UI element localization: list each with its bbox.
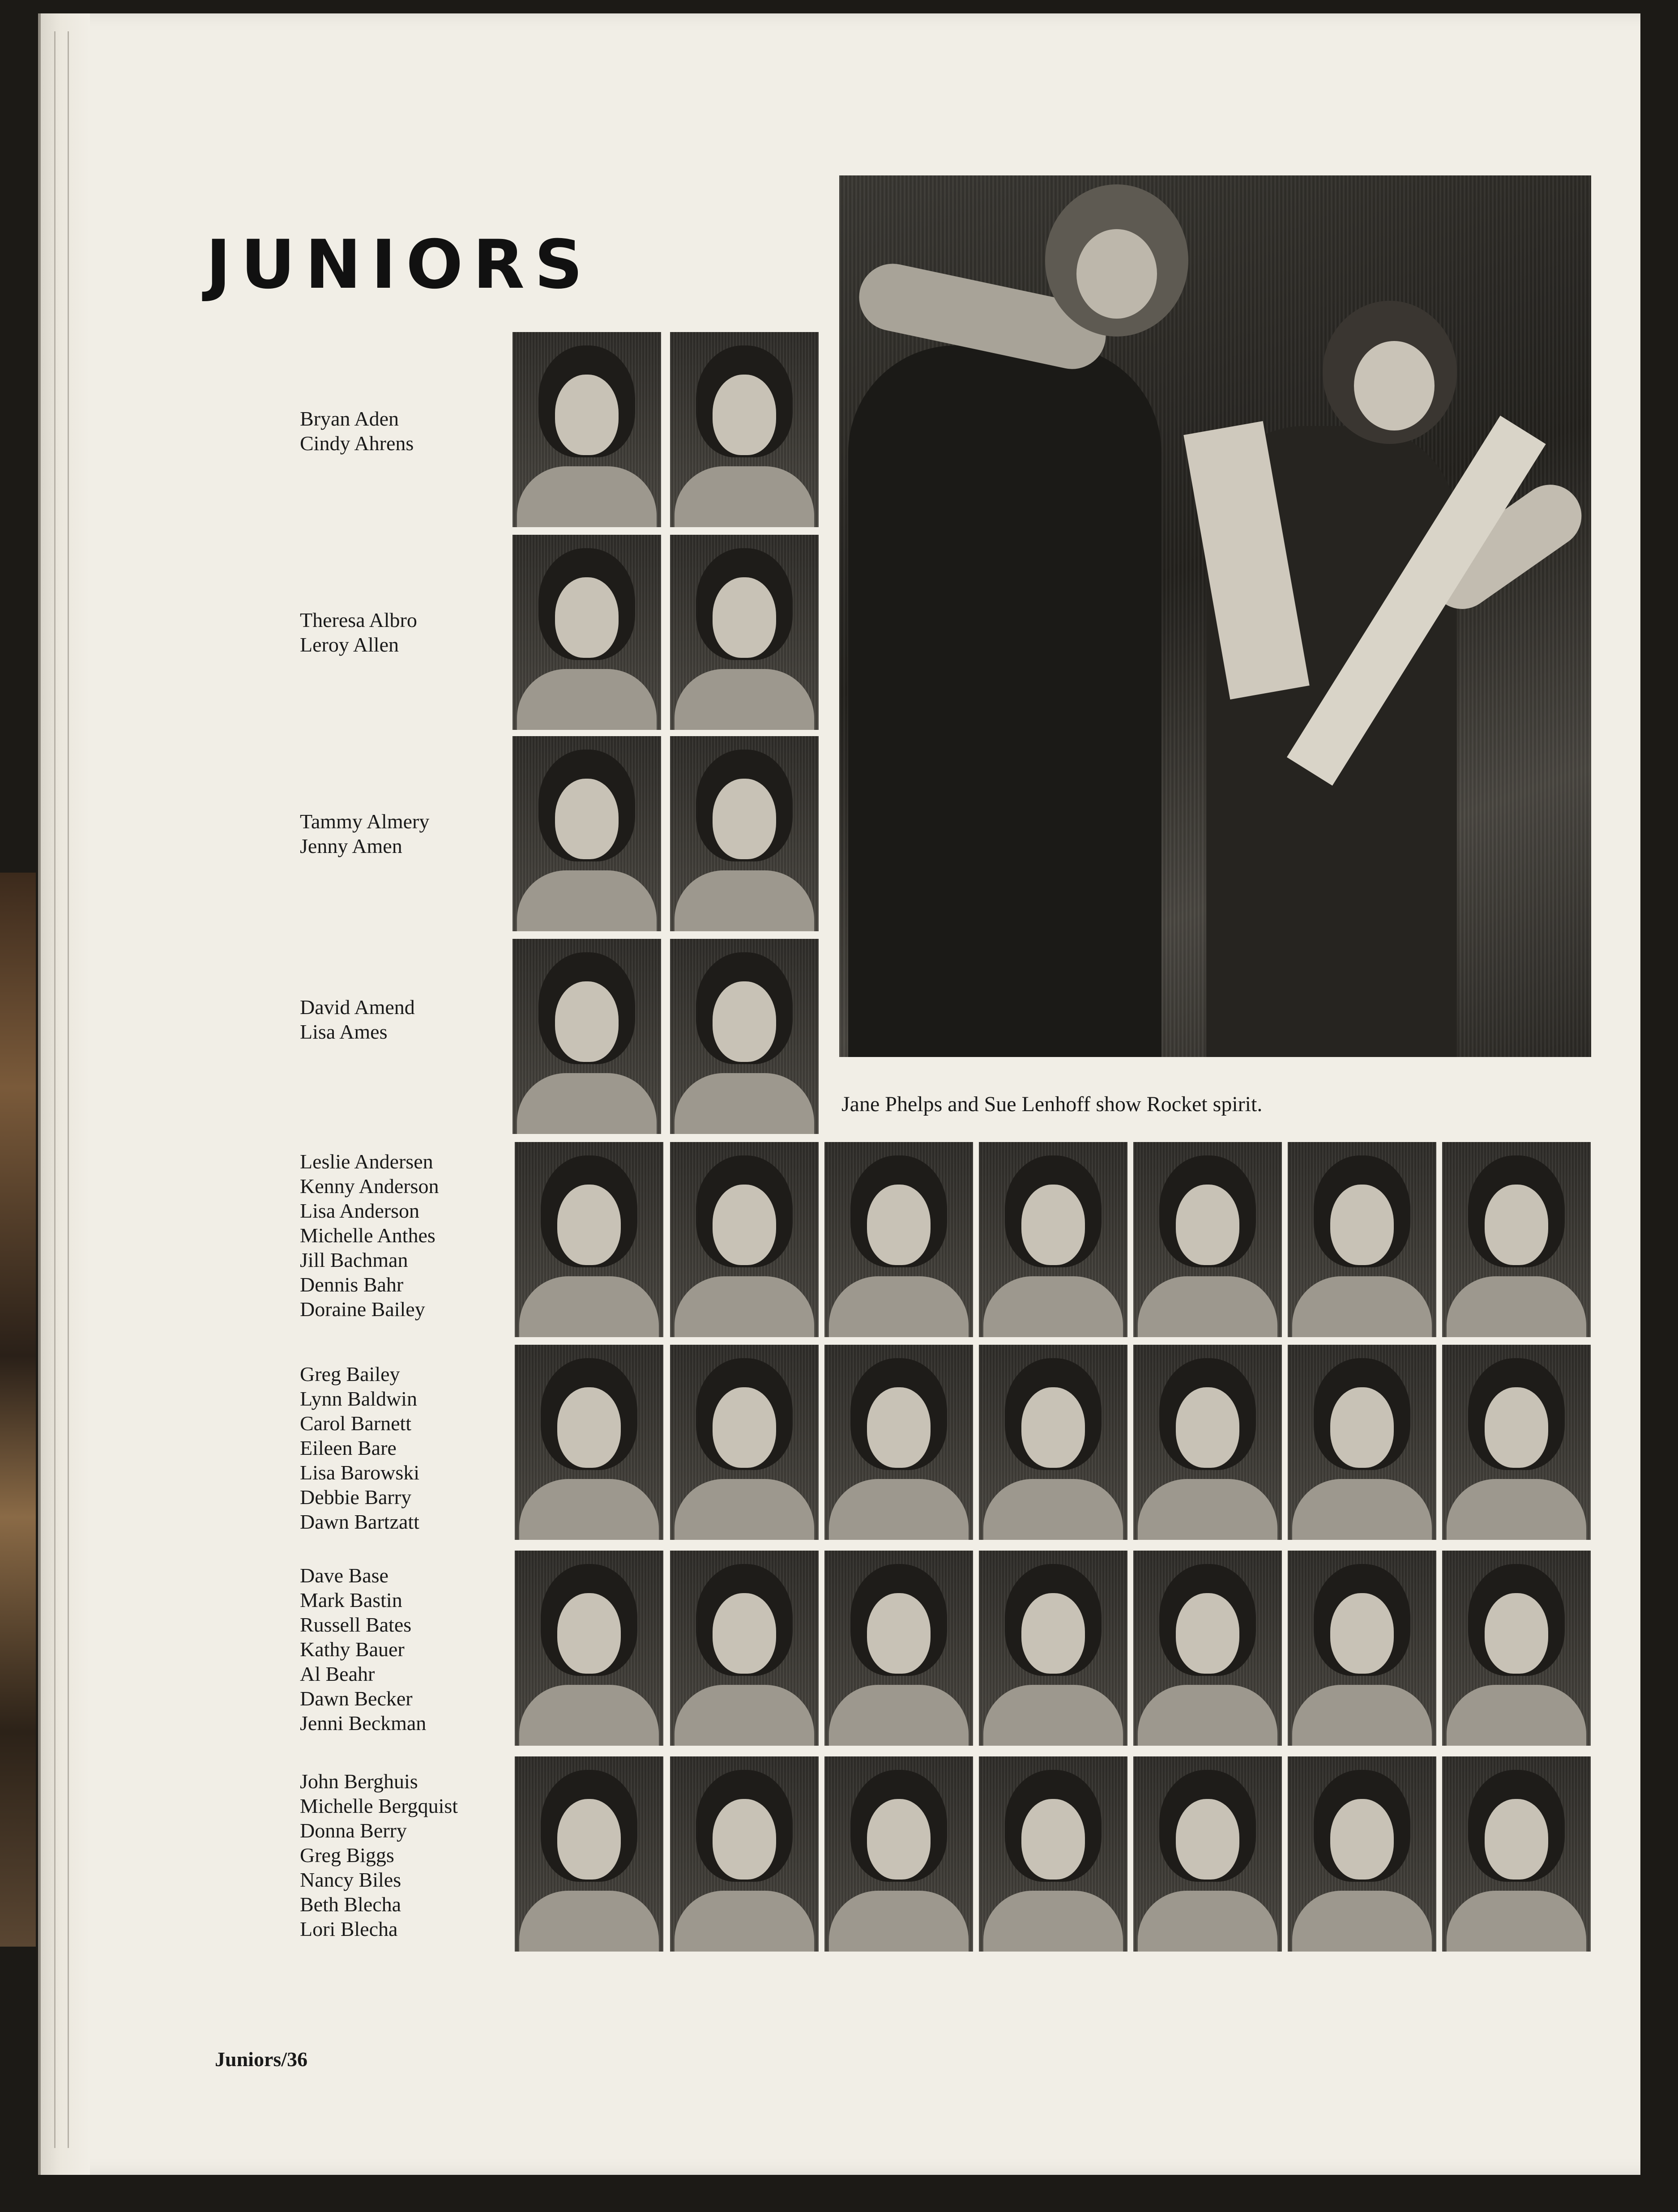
portrait-photo — [670, 939, 819, 1134]
portrait-photo — [1288, 1756, 1436, 1952]
student-name: Jenni Beckman — [300, 1712, 427, 1735]
portrait-photo — [515, 1142, 663, 1337]
portrait-photo — [824, 1345, 973, 1540]
student-name: Dave Base — [300, 1564, 389, 1587]
student-name: Kathy Bauer — [300, 1638, 405, 1661]
portrait-photo — [1288, 1551, 1436, 1746]
portrait-photo — [1288, 1142, 1436, 1337]
student-name: Nancy Biles — [300, 1868, 401, 1891]
name-list-row-1 — [300, 1149, 439, 1321]
student-name: Russell Bates — [300, 1613, 412, 1636]
student-name: Kenny Anderson — [300, 1175, 439, 1198]
student-name: Dawn Bartzatt — [300, 1510, 419, 1533]
student-name: Carol Barnett — [300, 1412, 412, 1435]
student-name: David Amend — [300, 996, 415, 1019]
name-list-pair-3 — [300, 809, 429, 858]
name-list-pair-4 — [300, 995, 415, 1044]
portrait-photo — [1133, 1345, 1282, 1540]
portrait-photo — [979, 1551, 1127, 1746]
student-name: Beth Blecha — [300, 1893, 401, 1916]
student-name: Cindy Ahrens — [300, 432, 414, 455]
student-name: Theresa Albro — [300, 609, 417, 631]
portrait-photo — [670, 1142, 819, 1337]
portrait-photo — [1133, 1551, 1282, 1746]
portrait-photo — [515, 1551, 663, 1746]
portrait-photo — [670, 736, 819, 931]
portrait-photo — [670, 535, 819, 730]
portrait-photo — [670, 1756, 819, 1952]
student-name: Leslie Andersen — [300, 1150, 433, 1173]
student-name: Greg Biggs — [300, 1844, 394, 1867]
student-name: Greg Bailey — [300, 1363, 400, 1385]
portrait-photo — [670, 332, 819, 527]
portrait-photo — [512, 736, 661, 931]
student-name: Bryan Aden — [300, 407, 399, 430]
portrait-photo — [1442, 1142, 1591, 1337]
portrait-photo — [512, 332, 661, 527]
student-name: Al Beahr — [300, 1662, 375, 1685]
portrait-photo — [515, 1756, 663, 1952]
portrait-photo — [670, 1345, 819, 1540]
student-name: Dawn Becker — [300, 1687, 413, 1710]
student-name: Lynn Baldwin — [300, 1387, 417, 1410]
portrait-photo — [824, 1142, 973, 1337]
student-name: Eileen Bare — [300, 1436, 397, 1459]
candid-photo — [839, 175, 1591, 1057]
student-name: Lisa Barowski — [300, 1461, 420, 1484]
student-name: Michelle Bergquist — [300, 1794, 458, 1817]
name-list-row-4 — [300, 1769, 458, 1941]
student-name: Lisa Anderson — [300, 1199, 420, 1222]
portrait-photo — [979, 1756, 1127, 1952]
name-list-pair-2 — [300, 608, 417, 657]
portrait-photo — [1442, 1756, 1591, 1952]
student-name: Lori Blecha — [300, 1918, 398, 1940]
student-name: Michelle Anthes — [300, 1224, 436, 1247]
portrait-photo — [1133, 1142, 1282, 1337]
student-name: Dennis Bahr — [300, 1273, 404, 1296]
name-list-pair-1 — [300, 406, 414, 456]
section-title: JUNIORS — [206, 226, 593, 304]
student-name: Jill Bachman — [300, 1249, 408, 1271]
page-folio: Juniors/36 — [215, 2048, 308, 2071]
student-name: Mark Bastin — [300, 1589, 402, 1611]
student-name: Debbie Barry — [300, 1486, 412, 1509]
student-name: Donna Berry — [300, 1819, 407, 1842]
portrait-photo — [512, 535, 661, 730]
student-name: Lisa Ames — [300, 1020, 388, 1043]
student-name: Jenny Amen — [300, 835, 402, 857]
portrait-photo — [824, 1756, 973, 1952]
portrait-photo — [1288, 1345, 1436, 1540]
student-name: John Berghuis — [300, 1770, 418, 1793]
portrait-photo — [1442, 1551, 1591, 1746]
name-list-row-3 — [300, 1563, 426, 1735]
portrait-photo — [1442, 1345, 1591, 1540]
student-name: Leroy Allen — [300, 633, 399, 656]
portrait-photo — [515, 1345, 663, 1540]
student-name: Tammy Almery — [300, 810, 430, 833]
portrait-photo — [979, 1142, 1127, 1337]
book-spine — [0, 873, 36, 1947]
portrait-photo — [979, 1345, 1127, 1540]
page-gutter — [38, 13, 90, 2175]
portrait-photo — [512, 939, 661, 1134]
portrait-photo — [1133, 1756, 1282, 1952]
portrait-photo — [824, 1551, 973, 1746]
name-list-row-2 — [300, 1362, 419, 1534]
photo-caption: Jane Phelps and Sue Lenhoff show Rocket spirit. — [841, 1092, 1263, 1116]
student-name: Doraine Bailey — [300, 1298, 425, 1321]
portrait-photo — [670, 1551, 819, 1746]
